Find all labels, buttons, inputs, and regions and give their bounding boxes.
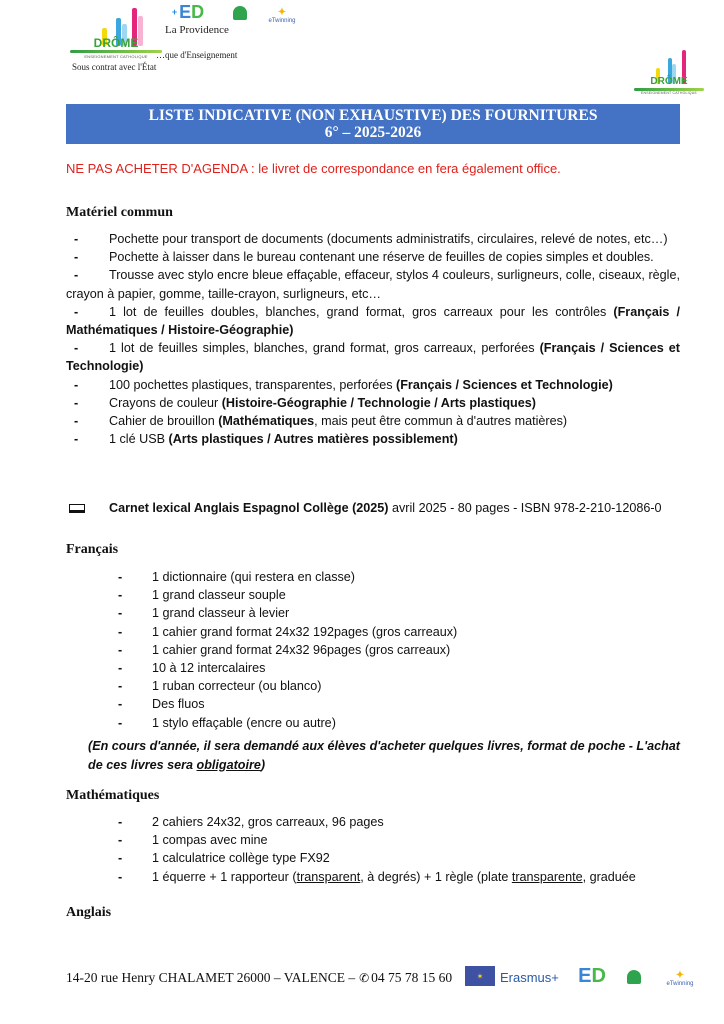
list-item: - 1 calculatrice collège type FX92 [118, 849, 698, 867]
e3d-footer-logo: E D [578, 964, 606, 987]
list-item: - 1 ruban correcteur (ou blanco) [118, 677, 698, 695]
bullet-icon: - [74, 304, 79, 319]
list-item: - 1 lot de feuilles simples, blanches, grand format, gros carreaux, perforées (Français / Sciences et Technologie) [66, 341, 680, 374]
list-item: - 1 lot de feuilles doubles, blanches, grand format, gros carreaux pour les contrôles (Français / Mathématiques / Histoire-Géographie) [66, 304, 680, 338]
drome-logo-right: DRÔME ENSEIGNEMENT CATHOLIQUE [634, 44, 704, 100]
bullet-icon: - [118, 869, 123, 884]
page-subtitle: 6° – 2025-2026 [324, 124, 422, 141]
etwinning-footer-logo: ✦ eTwinning [666, 969, 694, 987]
school-tagline: …que d'Enseignement [156, 50, 238, 60]
bullet-icon: - [118, 715, 123, 730]
list-item: - 1 clé USB (Arts plastiques / Autres matières possiblement) [66, 430, 680, 448]
footer-address: 14-20 rue Henry CHALAMET 26000 – VALENCE – ✆ 04 75 78 15 60 [66, 970, 453, 985]
bullet-icon: - [74, 414, 79, 429]
title-banner [66, 104, 680, 144]
bullet-icon: - [118, 851, 123, 866]
carnet-lexical-item: Carnet lexical Anglais Espagnol Collège (2025) avril 2025 - 80 pages - ISBN 978-2-210-12086-0 [66, 501, 662, 515]
e3d-logo: + E D [171, 1, 205, 22]
eu-flag-logo: ✶ [465, 966, 495, 986]
bullet-icon: - [118, 661, 123, 676]
page-title: LISTE INDICATIVE (NON EXHAUSTIVE) DES FOURNITURES [148, 107, 598, 124]
bullet-icon: - [118, 815, 123, 829]
section-title-maths: Mathématiques [66, 788, 160, 803]
checkbox-icon [69, 504, 85, 513]
list-item: - 1 dictionnaire (qui restera en classe) [118, 568, 698, 586]
eco-ecole-footer-logo [624, 966, 644, 988]
eco-ecole-logo [230, 2, 250, 24]
bullet-icon: - [118, 697, 123, 712]
school-name: La Providence [165, 24, 229, 36]
logo-subtitle: ENSEIGNEMENT CATHOLIQUE [84, 54, 148, 59]
school-contract: Sous contrat avec l'État [72, 62, 157, 72]
list-item: - 1 compas avec mine [118, 831, 698, 849]
etwinning-logo: ✦ eTwinning [268, 6, 296, 24]
section-title-common: Matériel commun [66, 205, 173, 220]
list-item: - Pochette pour transport de documents (documents administratifs, circulaires, relevé de notes, etc…) [66, 230, 680, 248]
phone-number: 04 75 78 15 60 [371, 970, 453, 985]
list-item: - 1 cahier grand format 24x32 96pages (gros carreaux) [118, 641, 698, 659]
common-list [66, 230, 680, 448]
list-item: - 10 à 12 intercalaires [118, 659, 698, 677]
list-item: - Trousse avec stylo encre bleue effaçable, effaceur, stylos 4 couleurs, surligneurs, colle, ciseaux, règle, crayon à papier, gomme, taille-crayon, surligneurs, etc… [66, 268, 680, 301]
drome-logo-left [68, 4, 164, 64]
section-title-francais: Français [66, 542, 119, 557]
bullet-icon: - [118, 588, 123, 603]
francais-note: (En cours d'année, il sera demandé aux élèves d'acheter quelques livres, format de poche - L'achat de ces livres sera obligatoire) [88, 739, 680, 772]
list-item: - Crayons de couleur (Histoire-Géographie / Technologie / Arts plastiques) [66, 394, 680, 412]
maths-list [118, 813, 698, 886]
bullet-icon: - [74, 395, 79, 410]
list-item: - 1 grand classeur à levier [118, 604, 698, 622]
bullet-icon: - [74, 232, 79, 246]
bullet-icon: - [74, 377, 79, 392]
francais-list [118, 568, 698, 732]
logo-word: DRÔME [93, 36, 139, 50]
bullet-icon: - [118, 606, 123, 621]
list-item: - 1 cahier grand format 24x32 192pages (gros carreaux) [118, 623, 698, 641]
bullet-icon: - [74, 268, 79, 283]
list-item: - 2 cahiers 24x32, gros carreaux, 96 pages [118, 813, 698, 831]
bullet-icon: - [118, 833, 123, 848]
bullet-icon: - [118, 679, 123, 694]
list-item: - 1 grand classeur souple [118, 586, 698, 604]
list-item: - 1 équerre + 1 rapporteur (transparent, à degrés) + 1 règle (plate transparente, graduée [118, 868, 698, 886]
bullet-icon: - [74, 341, 79, 356]
phone-icon: ✆ [359, 970, 370, 985]
bullet-icon: - [118, 570, 123, 584]
section-title-anglais: Anglais [66, 905, 112, 920]
list-item: - 100 pochettes plastiques, transparentes, perforées (Français / Sciences et Technologie) [66, 376, 680, 394]
bullet-icon: - [118, 642, 123, 657]
list-item: - Cahier de brouillon (Mathématiques, mais peut être commun à d'autres matières) [66, 412, 680, 430]
list-item: - Des fluos [118, 695, 698, 713]
erasmus-logo: Erasmus+ [500, 970, 559, 985]
bullet-icon: - [74, 250, 79, 265]
bullet-icon: - [74, 432, 79, 447]
list-item: - Pochette à laisser dans le bureau contenant une réserve de feuilles de copies simples et doubles. [66, 248, 680, 266]
agenda-warning: NE PAS ACHETER D'AGENDA : le livret de correspondance en fera également office. [66, 161, 561, 176]
bullet-icon: - [118, 624, 123, 639]
list-item: - 1 stylo effaçable (encre ou autre) [118, 714, 698, 732]
